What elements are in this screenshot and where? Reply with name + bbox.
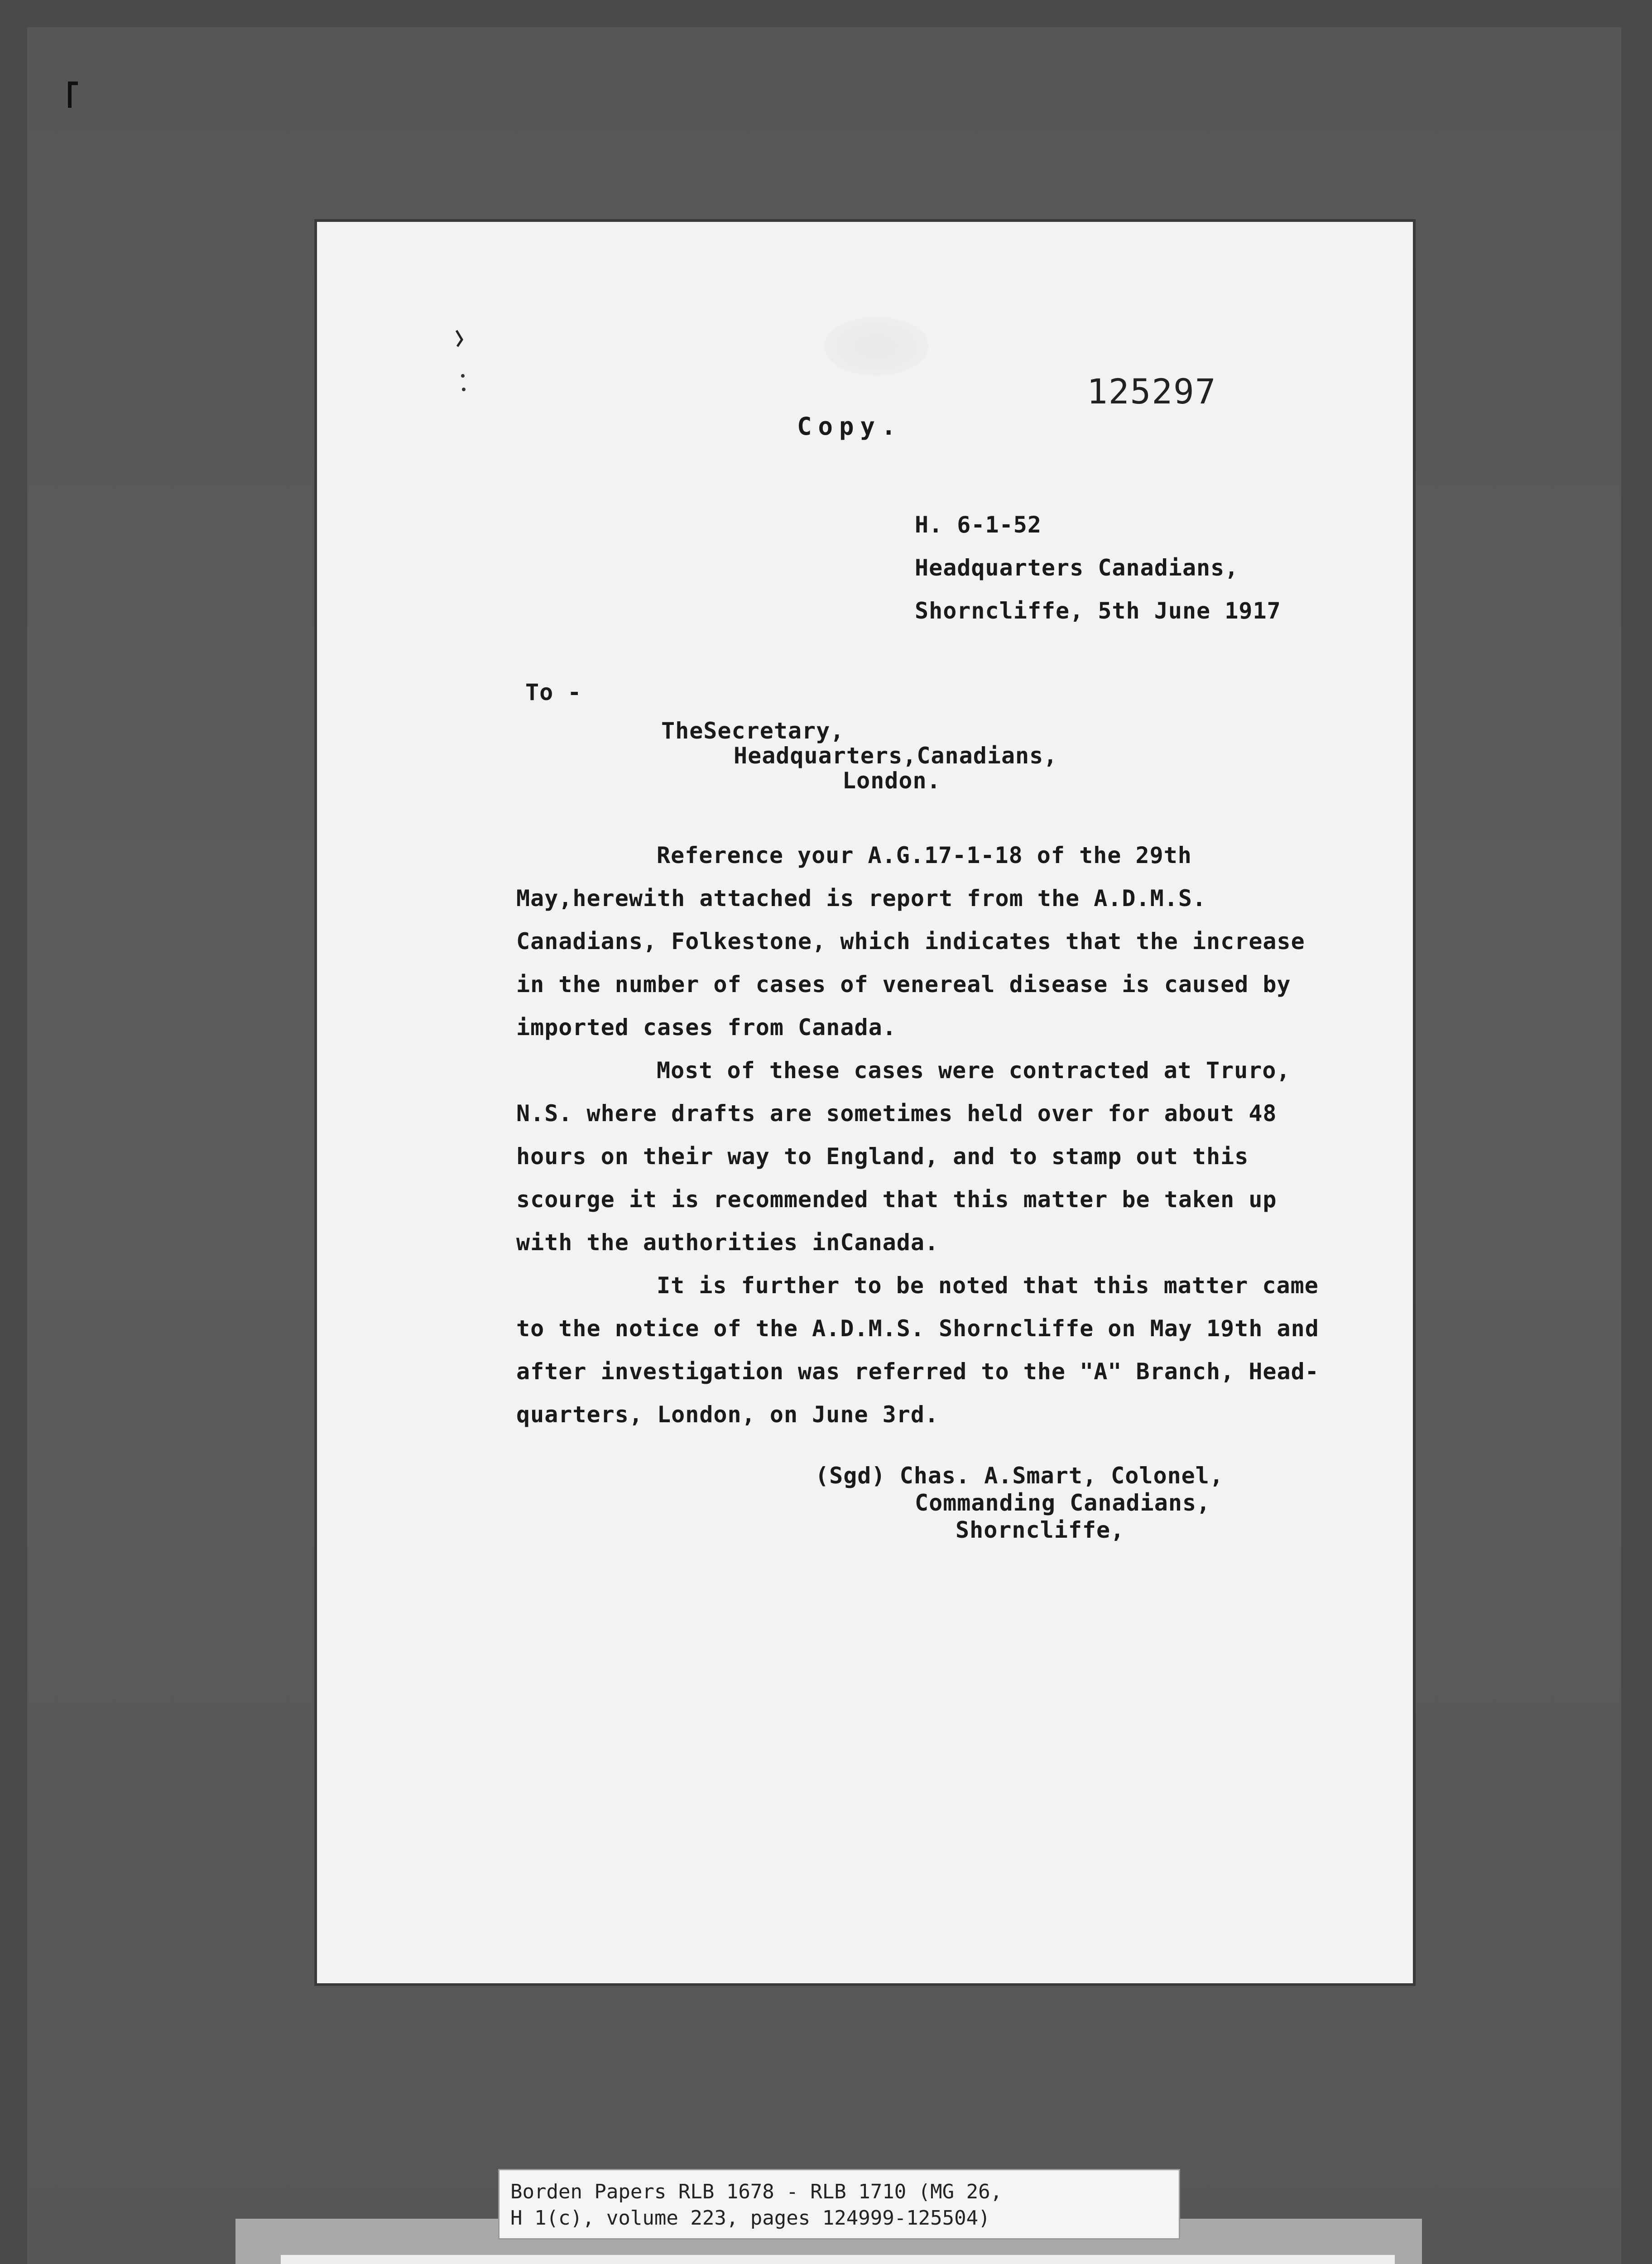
signature-line: (Sgd) Chas. A.Smart, Colonel, <box>815 1463 1224 1489</box>
paragraph-line: with the authorities inCanada. <box>516 1229 939 1256</box>
archive-card <box>281 2255 1395 2264</box>
recipient-line: London. <box>842 767 941 794</box>
file-reference: H. 6-1-52 <box>915 512 1042 538</box>
paragraph-line: quarters, London, on June 3rd. <box>516 1401 939 1428</box>
paragraph-line: to the notice of the A.D.M.S. Shorncliffe on May 19th and <box>516 1315 1319 1342</box>
paragraph-line: May,herewith attached is report from the A.D.M.S. <box>516 885 1207 911</box>
paragraph-line: after investigation was referred to the "A" Branch, Head- <box>516 1358 1319 1385</box>
margin-marks <box>453 326 471 398</box>
signature-line: Commanding Canadians, <box>915 1490 1211 1516</box>
paragraph-line: Canadians, Folkestone, which indicates that the increase <box>516 928 1305 955</box>
paragraph-line: Reference your A.G.17-1-18 of the 29th <box>657 842 1192 868</box>
page-number: 125297 <box>1087 371 1217 412</box>
embossed-seal <box>824 317 928 376</box>
paragraph-line: in the number of cases of venereal disease is caused by <box>516 971 1291 998</box>
recipient-line: TheSecretary, <box>661 718 845 744</box>
paragraph-line: imported cases from Canada. <box>516 1014 897 1041</box>
paragraph-line: It is further to be noted that this matter came <box>657 1272 1319 1299</box>
place-date: Shorncliffe, 5th June 1917 <box>915 598 1281 624</box>
frame-corner-mark <box>68 82 78 108</box>
to-label: To - <box>525 679 582 705</box>
recipient-line: Headquarters,Canadians, <box>734 743 1058 769</box>
paragraph-line: Most of these cases were contracted at Truro, <box>657 1057 1291 1084</box>
label-line: Borden Papers RLB 1678 - RLB 1710 (MG 26, <box>510 2180 1003 2203</box>
copy-heading: Copy. <box>797 412 903 441</box>
collection-label <box>498 2169 1180 2240</box>
letter-page <box>317 222 1413 1983</box>
sender-org: Headquarters Canadians, <box>915 555 1239 581</box>
paragraph-line: hours on their way to England, and to stamp out this <box>516 1143 1249 1170</box>
label-line: H 1(c), volume 223, pages 124999-125504) <box>510 2206 990 2230</box>
paragraph-line: N.S. where drafts are sometimes held over for about 48 <box>516 1100 1277 1127</box>
signature-line: Shorncliffe, <box>956 1517 1125 1543</box>
paragraph-line: scourge it is recommended that this matter be taken up <box>516 1186 1277 1213</box>
